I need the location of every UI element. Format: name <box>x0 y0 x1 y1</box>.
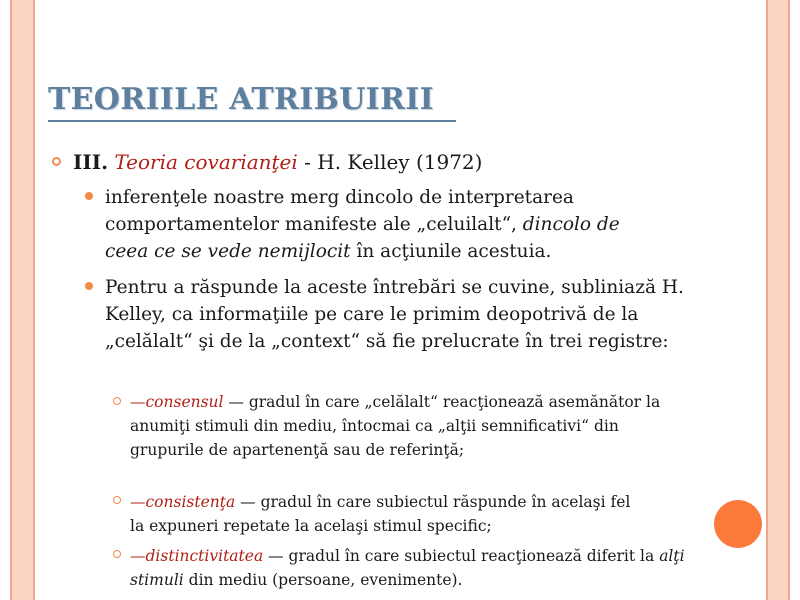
register-desc-part1: — gradul în care subiectul reacţionează diferit la <box>263 547 660 565</box>
register-desc: — gradul în care „celălalt“ reacţionează asemănător la anumiţi stimuli din mediu, întocmai ca „alţii semnificativi“ din grupurile de apartenenţă sau de referinţă; <box>130 393 661 459</box>
slide-title: TEORIILE ATRIBUIRII <box>48 82 434 117</box>
small-ring-bullet-icon <box>113 397 121 405</box>
point1-italic: dincolo de ceea ce se vede nemijlocit <box>105 214 620 262</box>
left-decorative-bar <box>10 0 35 600</box>
orange-circle-decoration <box>714 500 762 548</box>
register-term: —consistenţa <box>130 493 236 511</box>
dot-bullet-icon <box>85 282 93 290</box>
point1-part2: în acţiunile acestuia. <box>350 241 552 262</box>
point1-part1: inferenţele noastre merg dincolo de interpretarea comportamentelor manifeste ale „celuilalt“, <box>105 187 574 235</box>
register-consensus <box>130 390 690 462</box>
heading-line <box>73 149 482 175</box>
register-term: —distinctivitatea <box>130 547 264 565</box>
heading-number: III. <box>73 150 109 174</box>
heading-theory: Teoria covarianţei <box>114 150 298 174</box>
dot-bullet-icon <box>85 192 93 200</box>
heading-author: - H. Kelley (1972) <box>297 150 483 174</box>
small-ring-bullet-icon <box>113 496 121 504</box>
register-desc: — gradul în care subiectul răspunde în acelaşi fel la expuneri repetate la acelaşi stimul specific; <box>130 493 631 535</box>
register-distinctiveness <box>130 544 690 592</box>
register-desc-italic: alţi stimuli <box>130 547 685 589</box>
small-ring-bullet-icon <box>113 550 121 558</box>
point-inferences <box>105 184 665 265</box>
title-underline <box>48 120 456 122</box>
register-consistency <box>130 490 640 538</box>
point-registers-intro: Pentru a răspunde la aceste întrebări se cuvine, subliniază H. Kelley, ca informaţiile pe care le primim deopotrivă de la „celălalt“ şi de la „context“ să fie prelucrate în trei registre: <box>105 277 684 352</box>
register-term: —consensul <box>130 393 224 411</box>
ring-bullet-icon <box>52 157 61 166</box>
register-desc-part2: din mediu (persoane, evenimente). <box>183 571 463 589</box>
right-decorative-bar <box>766 0 790 600</box>
